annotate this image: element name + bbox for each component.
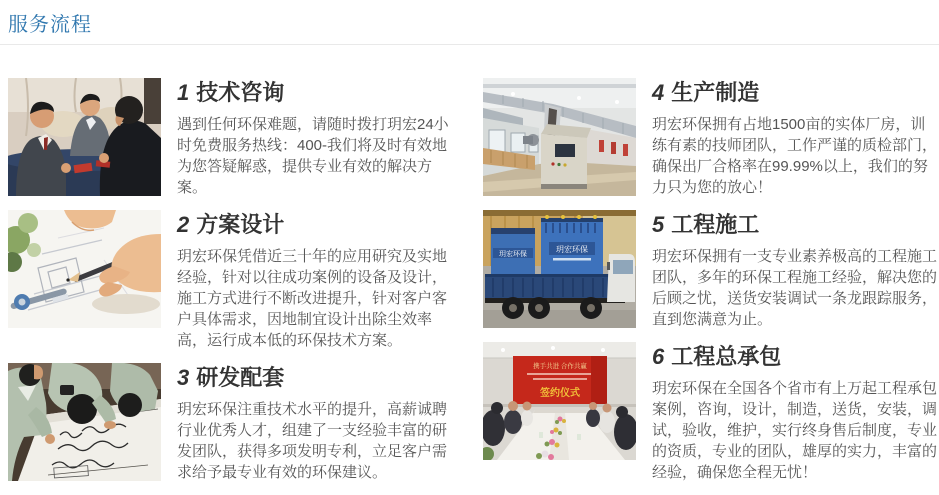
service-description: 玥宏环保注重技术水平的提升，高薪诚聘行业优秀人才，组建了一支经验丰富的研发团队，获得多项发明专利，立足客户需求给予最专业有效的环保建议。	[177, 401, 448, 481]
service-number: 1	[177, 80, 190, 105]
service-title	[177, 212, 460, 238]
photo-business-consulting-meeting	[8, 78, 161, 196]
section-title: 服务流程	[8, 14, 92, 36]
service-title-text: 工程施工	[671, 212, 760, 237]
service-grid	[8, 78, 939, 495]
service-description: 玥宏环保拥有一支专业素养极高的工程施工团队，多年的环保工程施工经验，解决您的后顾之忧，送货安装调试一条龙跟踪服务，直到您满意为止。	[652, 248, 938, 328]
service-item-manufacturing	[483, 78, 939, 198]
service-item-rd-support	[8, 363, 460, 483]
service-title-text: 技术咨询	[196, 80, 285, 105]
service-title-text: 研发配套	[196, 365, 285, 390]
service-description: 遇到任何环保难题，请随时拨打玥宏24小时免费服务热线：400-我们将及时有效地为您答疑解惑，提供专业有效的解决方案。	[177, 116, 449, 196]
service-description: 玥宏环保凭借近三十年的应用研究及实地经验，针对以往成功案例的设备及设计，施工方式进行不断改进提升，针对客户客户具体需求，因地制宜设计出除尘效率高，运行成本低的环保技术方案。	[177, 248, 448, 349]
service-number: 4	[652, 80, 665, 105]
service-number: 6	[652, 344, 665, 369]
service-number: 2	[177, 212, 190, 237]
right-column	[483, 78, 939, 495]
service-item-solution-design	[8, 210, 460, 351]
service-description: 玥宏环保在全国各个省市有上万起工程承包案例，咨询，设计，制造，送货，安装，调试，验收，维护，实行终身售后制度，专业的资质，专业的团队，雄厚的实力，丰富的经验，确保您全程无忧！	[652, 380, 938, 481]
equipment-brand-text: 玥宏环保	[556, 245, 588, 254]
photo-factory-workshop	[483, 78, 636, 196]
service-title	[652, 212, 939, 238]
photo-engineers-reviewing-drawings	[8, 363, 161, 481]
service-text	[652, 342, 939, 483]
service-description: 玥宏环保拥有占地1500亩的实体厂房，训练有素的技师团队，工作严谨的质检部门，确保出厂合格率在99.99%以上，我们的努力只为您的放心！	[652, 116, 938, 196]
service-text	[177, 78, 460, 198]
service-item-engineering-construction	[483, 210, 939, 330]
service-item-technical-consulting	[8, 78, 460, 198]
service-item-general-contracting	[483, 342, 939, 483]
service-title-text: 生产制造	[671, 80, 760, 105]
service-title	[177, 80, 460, 106]
photo-equipment-delivery-truck	[483, 210, 636, 328]
service-text	[177, 363, 460, 483]
service-text	[652, 210, 939, 330]
service-title-text: 工程总承包	[671, 344, 782, 369]
service-number: 5	[652, 212, 665, 237]
photo-blueprint-drafting-hands	[8, 210, 161, 328]
service-title-text: 方案设计	[196, 212, 285, 237]
service-text	[177, 210, 460, 351]
service-number: 3	[177, 365, 190, 390]
service-text	[652, 78, 939, 198]
service-title	[652, 80, 939, 106]
section-header	[0, 0, 939, 45]
service-title	[177, 365, 460, 391]
service-title	[652, 344, 939, 370]
ceremony-banner-title-text: 签约仪式	[540, 388, 580, 399]
left-column	[8, 78, 460, 495]
photo-signing-ceremony-room	[483, 342, 636, 460]
equipment-brand-text: 玥宏环保	[499, 251, 527, 258]
ceremony-banner-slogan-text: 携手共进 合作共赢	[533, 363, 587, 370]
